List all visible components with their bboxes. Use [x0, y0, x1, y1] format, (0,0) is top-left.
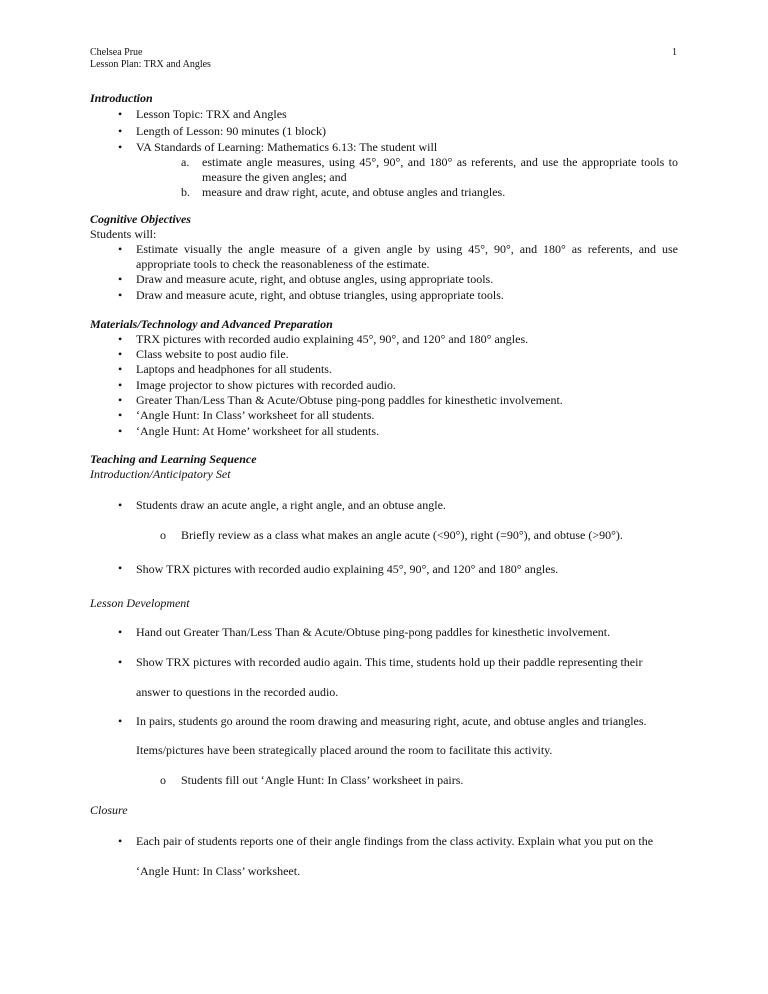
bullet-marker: •	[118, 393, 123, 407]
development-item-3-line-2: Items/pictures have been strategically placed around the room to facilitate this activity.	[136, 743, 553, 757]
intro-sub-item-a: estimate angle measures, using 45°, 90°, and 180° as referents, and use the appropriate tools to measure the given angles; and	[202, 155, 678, 184]
bullet-marker: •	[118, 655, 123, 669]
lesson-development-heading: Lesson Development	[90, 596, 190, 610]
closure-item-line-2: ‘Angle Hunt: In Class’ worksheet.	[136, 864, 301, 878]
objective-item-3: Draw and measure acute, right, and obtuse triangles, using appropriate tools.	[136, 288, 504, 302]
sub-item-marker: a.	[181, 155, 190, 169]
bullet-marker: •	[118, 408, 123, 422]
objective-item-2: Draw and measure acute, right, and obtuse angles, using appropriate tools.	[136, 272, 494, 286]
cognitive-objectives-intro: Students will:	[90, 227, 157, 241]
header-doc-title: Lesson Plan: TRX and Angles	[90, 59, 211, 70]
bullet-marker: •	[118, 242, 123, 256]
intro-item-3: VA Standards of Learning: Mathematics 6.13: The student will	[136, 140, 438, 154]
development-item-2-line-2: answer to questions in the recorded audio.	[136, 685, 339, 699]
teaching-heading: Teaching and Learning Sequence	[90, 452, 257, 466]
bullet-marker: •	[118, 140, 123, 154]
anticipatory-item-1: Students draw an acute angle, a right angle, and an obtuse angle.	[136, 498, 446, 512]
intro-sub-item-b: measure and draw right, acute, and obtuse angles and triangles.	[202, 185, 506, 199]
bullet-marker: •	[118, 834, 123, 848]
sub-bullet-marker: o	[160, 528, 166, 542]
bullet-marker: •	[118, 424, 123, 438]
development-sub-item: Students fill out ‘Angle Hunt: In Class’ worksheet in pairs.	[181, 773, 464, 787]
objective-item-1: Estimate visually the angle measure of a given angle by using 45°, 90°, and 180° as referents, and use appropriate tools to check the reasonableness of the estimate.	[136, 242, 678, 271]
bullet-marker: •	[118, 625, 123, 639]
anticipatory-sub-item: Briefly review as a class what makes an angle acute (<90°), right (=90°), and obtuse (>90°).	[181, 528, 623, 542]
materials-item-1: TRX pictures with recorded audio explaining 45°, 90°, and 120° and 180° angles.	[136, 332, 529, 346]
header-author: Chelsea Prue	[90, 47, 143, 58]
introduction-heading: Introduction	[90, 91, 153, 105]
cognitive-objectives-heading: Cognitive Objectives	[90, 212, 191, 226]
bullet-marker: •	[118, 332, 123, 346]
bullet-marker: •	[118, 272, 123, 286]
materials-item-5: Greater Than/Less Than & Acute/Obtuse ping-pong paddles for kinesthetic involvement.	[136, 393, 563, 407]
bullet-marker: •	[118, 378, 123, 392]
sub-bullet-marker: o	[160, 773, 166, 787]
sub-item-marker: b.	[181, 185, 190, 199]
bullet-marker: •	[118, 362, 123, 376]
bullet-marker: •	[118, 288, 123, 302]
bullet-marker: •	[118, 124, 123, 138]
development-item-3-line-1: In pairs, students go around the room drawing and measuring right, acute, and obtuse angles and triangles.	[136, 714, 647, 728]
bullet-marker: •	[118, 561, 123, 575]
bullet-marker: •	[118, 347, 123, 361]
development-item-2-line-1: Show TRX pictures with recorded audio again. This time, students hold up their paddle representing their	[136, 655, 643, 669]
closure-item-line-1: Each pair of students reports one of their angle findings from the class activity. Explain what you put on the	[136, 834, 654, 848]
bullet-marker: •	[118, 714, 123, 728]
materials-heading: Materials/Technology and Advanced Preparation	[90, 317, 333, 331]
materials-item-3: Laptops and headphones for all students.	[136, 362, 332, 376]
page-number: 1	[672, 47, 677, 58]
bullet-marker: •	[118, 498, 123, 512]
anticipatory-set-heading: Introduction/Anticipatory Set	[90, 467, 231, 481]
intro-item-1: Lesson Topic: TRX and Angles	[136, 107, 287, 121]
anticipatory-item-2: Show TRX pictures with recorded audio explaining 45°, 90°, and 120° and 180° angles.	[136, 562, 559, 576]
materials-item-4: Image projector to show pictures with recorded audio.	[136, 378, 396, 392]
closure-heading: Closure	[90, 803, 128, 817]
intro-item-2: Length of Lesson: 90 minutes (1 block)	[136, 124, 326, 138]
materials-item-7: ‘Angle Hunt: At Home’ worksheet for all students.	[136, 424, 380, 438]
development-item-1: Hand out Greater Than/Less Than & Acute/Obtuse ping-pong paddles for kinesthetic involvement.	[136, 625, 611, 639]
materials-item-6: ‘Angle Hunt: In Class’ worksheet for all students.	[136, 408, 375, 422]
materials-item-2: Class website to post audio file.	[136, 347, 289, 361]
bullet-marker: •	[118, 107, 123, 121]
